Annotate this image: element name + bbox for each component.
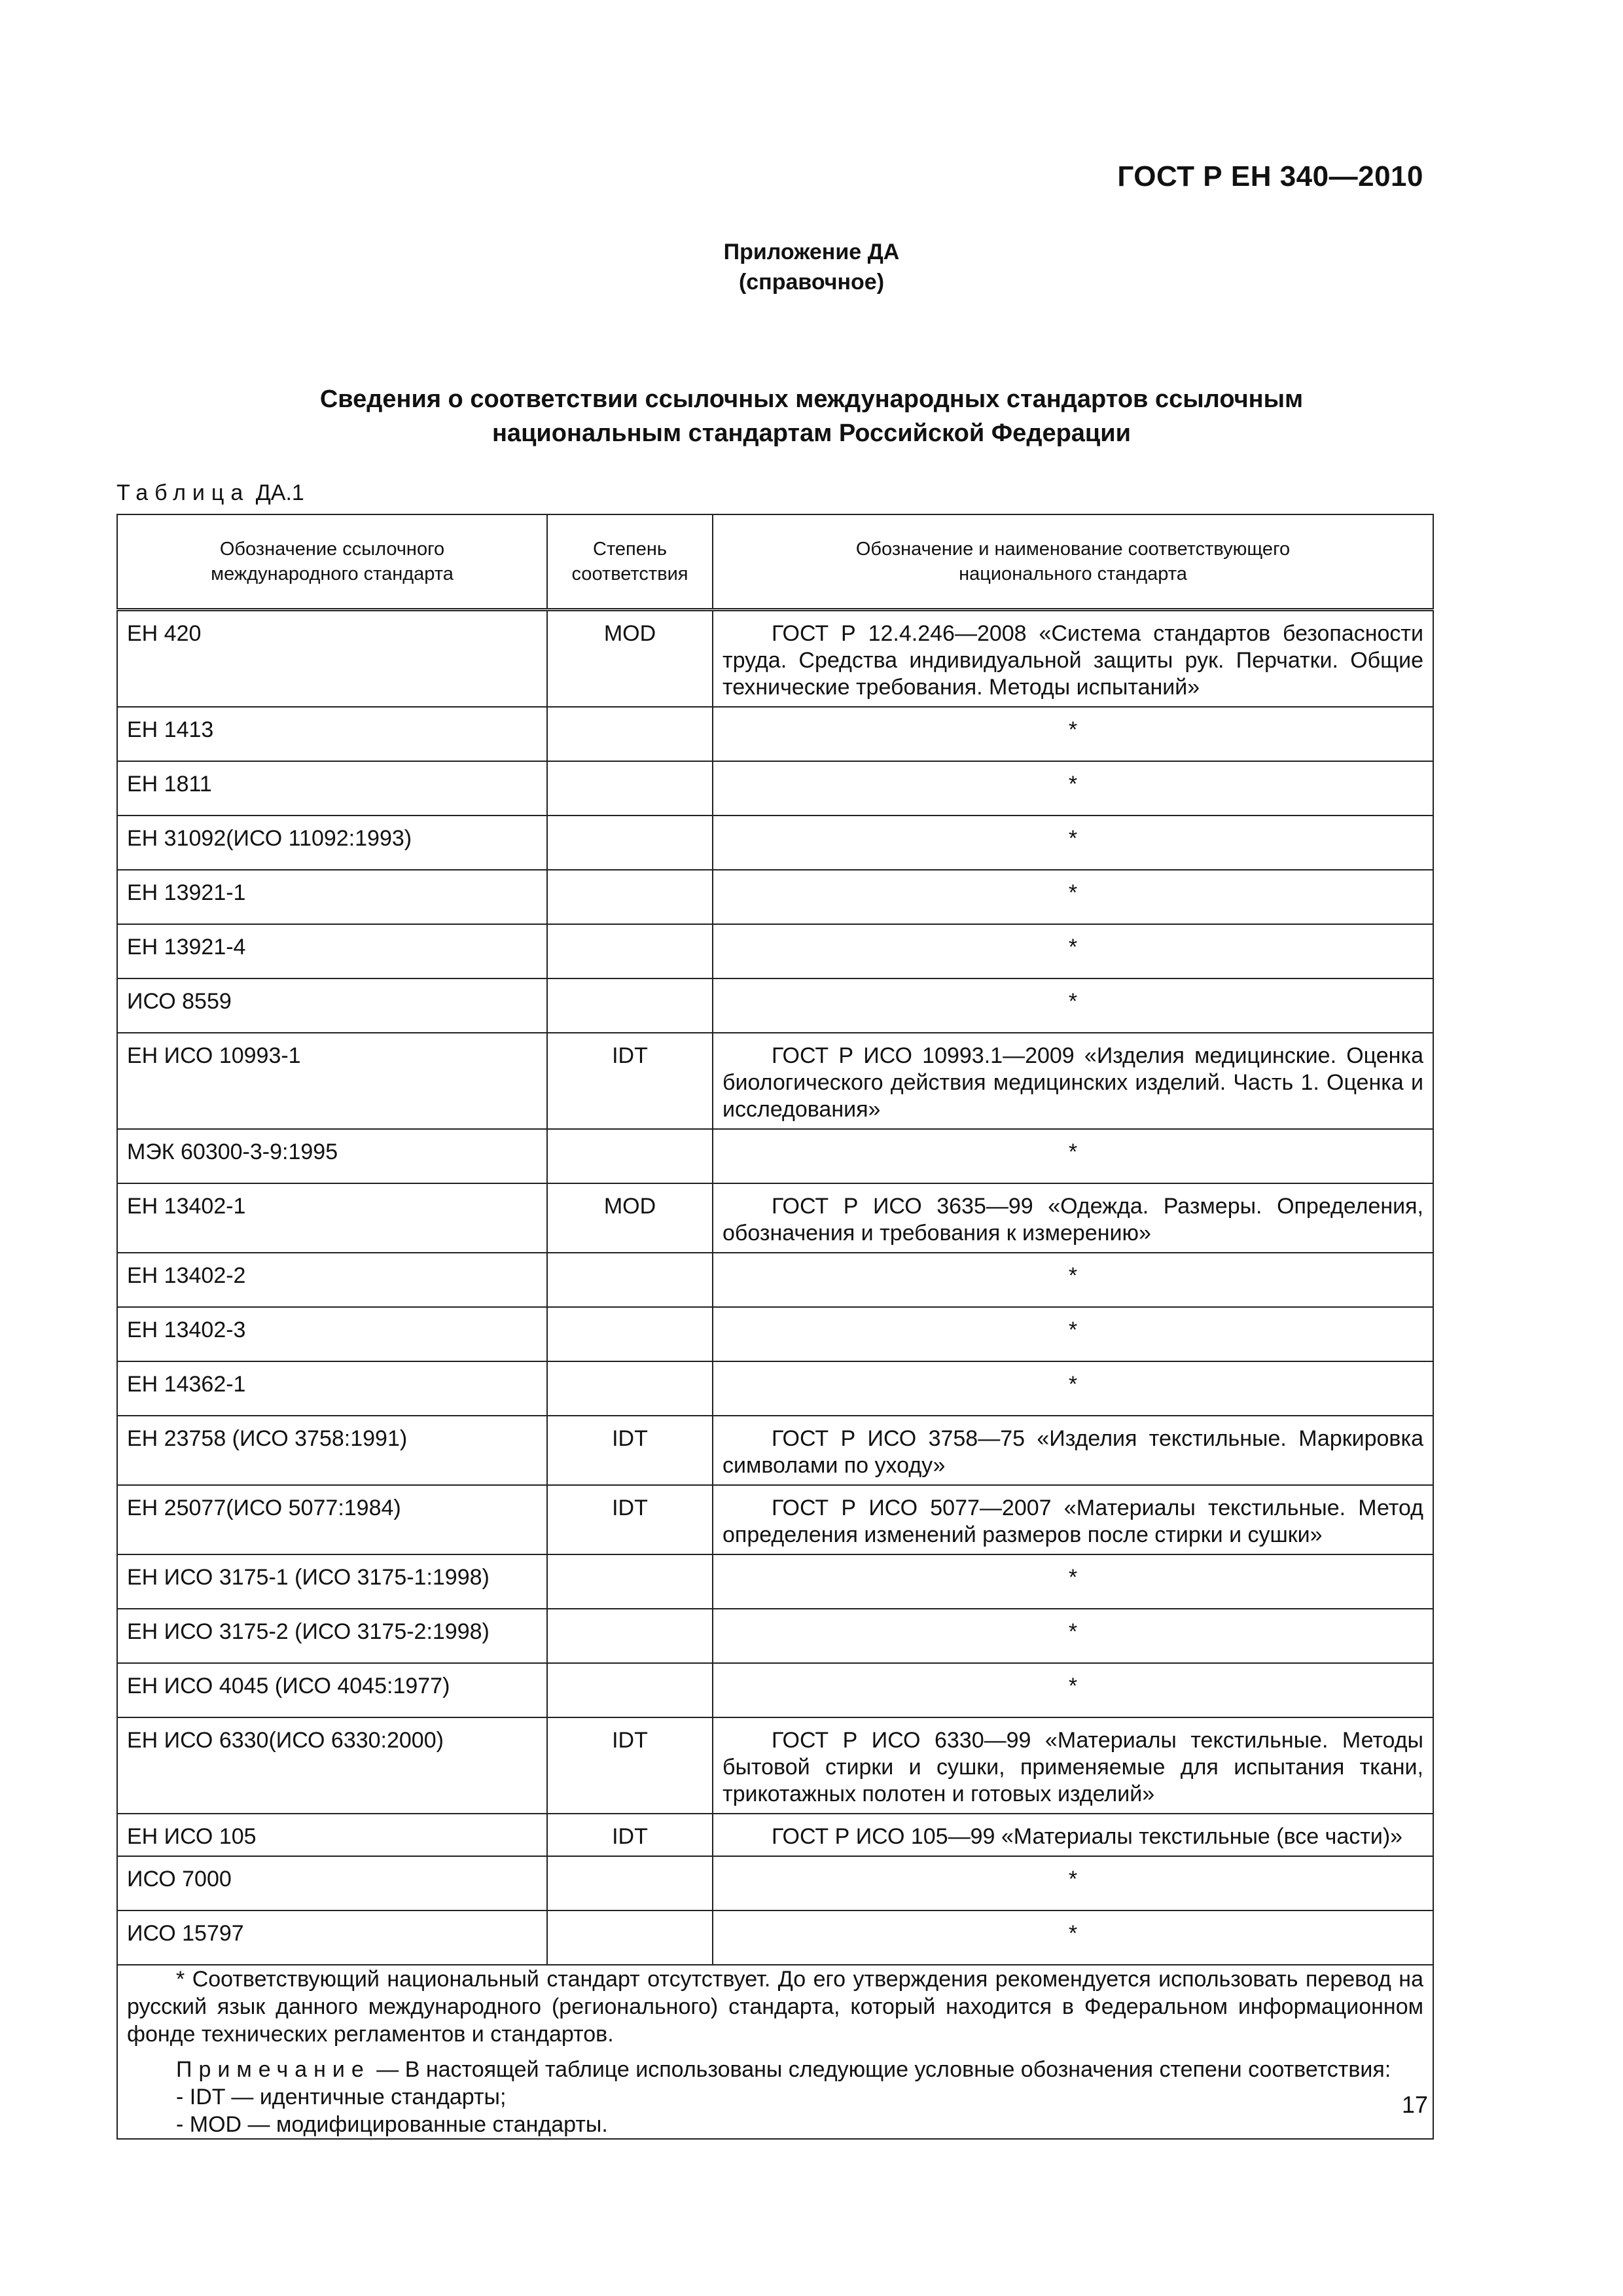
cell-national: * — [713, 1253, 1433, 1307]
table-row — [117, 924, 1433, 978]
cell-degree — [547, 1609, 713, 1663]
table-header-row — [117, 514, 1433, 610]
cell-degree — [547, 1361, 713, 1416]
table-row — [117, 707, 1433, 761]
cell-national: * — [713, 1910, 1433, 1965]
cell-international: ЕН ИСО 6330(ИСО 6330:2000) — [117, 1717, 547, 1814]
document-title-line-2: национальным стандартам Российской Федерации — [491, 420, 1131, 447]
note-text: — В настоящей таблице использованы следующие условные обозначения степени соответствия: — [370, 2057, 1391, 2082]
cell-national: * — [713, 1856, 1433, 1910]
cell-degree — [547, 924, 713, 978]
table-row — [117, 1033, 1433, 1129]
table-row — [117, 1717, 1433, 1814]
cell-degree: IDT — [547, 1033, 713, 1129]
header-col3-line1: Обозначение и наименование соответствующего — [855, 539, 1291, 560]
cell-international: ЕН 13402-1 — [117, 1183, 547, 1253]
cell-international: ЕН 420 — [117, 610, 547, 708]
cell-international: ЕН 1811 — [117, 761, 547, 816]
table-row — [117, 1856, 1433, 1910]
table-row — [117, 1663, 1433, 1717]
cell-degree — [547, 870, 713, 924]
cell-degree — [547, 761, 713, 816]
cell-international: ИСО 7000 — [117, 1856, 547, 1910]
header-col3-line2: национального стандарта — [959, 564, 1187, 584]
cell-degree — [547, 978, 713, 1033]
table-caption — [116, 480, 304, 506]
cell-degree: IDT — [547, 1416, 713, 1485]
table-caption-prefix: Таблица — [116, 480, 250, 505]
cell-degree: IDT — [547, 1485, 713, 1554]
cell-degree — [547, 1856, 713, 1910]
table-row — [117, 1554, 1433, 1609]
cell-degree — [547, 707, 713, 761]
cell-national: ГОСТ Р ИСО 5077—2007 «Материалы текстильные. Метод определения изменений размеров после стирки и сушки» — [713, 1485, 1433, 1554]
cell-national: * — [713, 924, 1433, 978]
cell-international: ИСО 8559 — [117, 978, 547, 1033]
cell-international: ЕН 31092(ИСО 11092:1993) — [117, 816, 547, 870]
table-notes-cell — [117, 1965, 1433, 2139]
cell-national: * — [713, 1361, 1433, 1416]
cell-international: ЕН ИСО 4045 (ИСО 4045:1977) — [117, 1663, 547, 1717]
cell-international: ЕН 13921-1 — [117, 870, 547, 924]
cell-degree: MOD — [547, 1183, 713, 1253]
appendix-status: (справочное) — [738, 270, 885, 295]
table-row — [117, 1361, 1433, 1416]
table-row — [117, 1253, 1433, 1307]
table-row — [117, 1416, 1433, 1485]
cell-international: ЕН 1413 — [117, 707, 547, 761]
table-notes-row — [117, 1965, 1433, 2139]
header-col1-line2: международного стандарта — [211, 564, 454, 584]
table-row — [117, 978, 1433, 1033]
cell-international: ЕН 13402-3 — [117, 1307, 547, 1361]
cell-international: ЕН ИСО 3175-2 (ИСО 3175-2:1998) — [117, 1609, 547, 1663]
table-row — [117, 1307, 1433, 1361]
cell-national: ГОСТ Р ИСО 6330—99 «Материалы текстильные. Методы бытовой стирки и сушки, применяемые для испытания ткани, трикотажных полотен и готовых изделий» — [713, 1717, 1433, 1814]
standards-correspondence-table — [116, 514, 1434, 2140]
footnote-text: * Соответствующий национальный стандарт отсутствует. До его утверждения рекомендуется использовать перевод на русский язык данного международного (регионального) стандарта, который находится в Федеральном информационном фонде технических регламентов и стандартов. — [127, 1967, 1423, 2047]
cell-national: * — [713, 816, 1433, 870]
cell-national: * — [713, 1307, 1433, 1361]
cell-national: * — [713, 1663, 1433, 1717]
table-row — [117, 1609, 1433, 1663]
cell-national: ГОСТ Р ИСО 3758—75 «Изделия текстильные. Маркировка символами по уходу» — [713, 1416, 1433, 1485]
table-row — [117, 1910, 1433, 1965]
document-code: ГОСТ Р ЕН 340—2010 — [1117, 160, 1423, 192]
note-list-item-mod: - MOD — модифицированные стандарты. — [176, 2112, 608, 2137]
cell-national: * — [713, 1554, 1433, 1609]
cell-national: * — [713, 707, 1433, 761]
table-row — [117, 816, 1433, 870]
cell-degree: IDT — [547, 1717, 713, 1814]
cell-international: ЕН 25077(ИСО 5077:1984) — [117, 1485, 547, 1554]
cell-international: ЕН ИСО 10993-1 — [117, 1033, 547, 1129]
cell-national: ГОСТ Р 12.4.246—2008 «Система стандартов безопасности труда. Средства индивидуальной защиты рук. Перчатки. Общие технические требования. Методы испытаний» — [713, 610, 1433, 708]
cell-degree — [547, 1910, 713, 1965]
header-degree — [547, 514, 713, 610]
cell-international: ЕН ИСО 3175-1 (ИСО 3175-1:1998) — [117, 1554, 547, 1609]
cell-national: * — [713, 1129, 1433, 1183]
cell-national: ГОСТ Р ИСО 105—99 «Материалы текстильные (все части)» — [713, 1814, 1433, 1856]
cell-national: ГОСТ Р ИСО 10993.1—2009 «Изделия медицинские. Оценка биологического действия медицинских изделий. Часть 1. Оценка и исследования» — [713, 1033, 1433, 1129]
document-title-line-1: Сведения о соответствии ссылочных международных стандартов ссылочным — [319, 386, 1304, 413]
cell-degree — [547, 816, 713, 870]
cell-national: * — [713, 870, 1433, 924]
cell-international: ЕН 13402-2 — [117, 1253, 547, 1307]
appendix-heading — [0, 237, 1623, 297]
header-national-standard — [713, 514, 1433, 610]
cell-degree — [547, 1307, 713, 1361]
page-number: 17 — [1401, 2091, 1428, 2118]
table-row — [117, 610, 1433, 708]
table-row — [117, 1129, 1433, 1183]
table-row — [117, 870, 1433, 924]
cell-degree: MOD — [547, 610, 713, 708]
cell-degree — [547, 1129, 713, 1183]
table-row — [117, 1485, 1433, 1554]
cell-national: * — [713, 1609, 1433, 1663]
cell-degree: IDT — [547, 1814, 713, 1856]
document-title — [0, 382, 1623, 450]
note-list-item-idt: - IDT — идентичные стандарты; — [176, 2085, 507, 2109]
cell-degree — [547, 1663, 713, 1717]
header-international-standard — [117, 514, 547, 610]
cell-international: ЕН 13921-4 — [117, 924, 547, 978]
cell-degree — [547, 1554, 713, 1609]
table-row — [117, 1814, 1433, 1856]
header-col2-line1: Степень — [593, 539, 667, 560]
table-caption-number: ДА.1 — [255, 480, 304, 505]
cell-national: ГОСТ Р ИСО 3635—99 «Одежда. Размеры. Определения, обозначения и требования к измерению» — [713, 1183, 1433, 1253]
cell-degree — [547, 1253, 713, 1307]
cell-national: * — [713, 761, 1433, 816]
header-col1-line1: Обозначение ссылочного — [219, 539, 445, 560]
table-row — [117, 1183, 1433, 1253]
cell-international: МЭК 60300-3-9:1995 — [117, 1129, 547, 1183]
header-col2-line2: соответствия — [571, 564, 688, 584]
cell-national: * — [713, 978, 1433, 1033]
cell-international: ЕН ИСО 105 — [117, 1814, 547, 1856]
table-row — [117, 761, 1433, 816]
cell-international: ЕН 14362-1 — [117, 1361, 547, 1416]
cell-international: ЕН 23758 (ИСО 3758:1991) — [117, 1416, 547, 1485]
note-paragraph — [127, 2056, 1423, 2083]
note-label: Примечание — [176, 2057, 370, 2082]
cell-international: ИСО 15797 — [117, 1910, 547, 1965]
appendix-title: Приложение ДА — [723, 240, 900, 264]
